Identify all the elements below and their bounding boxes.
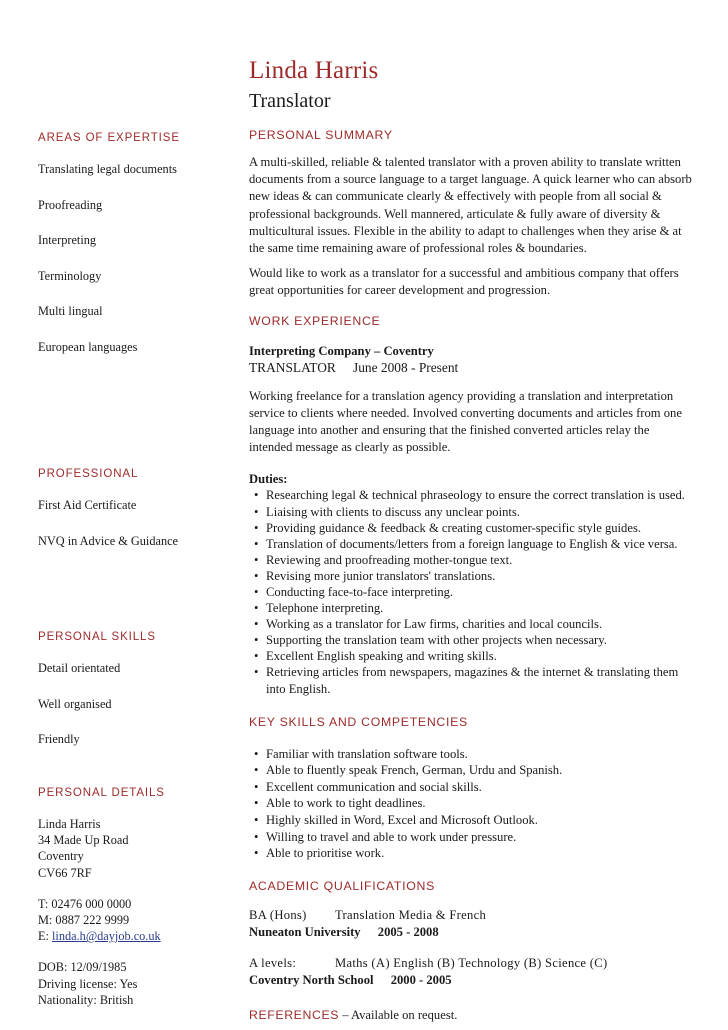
contact-address-block — [38, 816, 223, 881]
sidebar-section-professional — [38, 468, 223, 568]
contact-postcode: CV66 7RF — [38, 865, 92, 880]
degree-label: BA (Hons) — [249, 907, 307, 922]
main-column — [249, 56, 694, 1024]
contact-email-row — [38, 928, 223, 944]
key-skills-item: • Highly skilled in Word, Excel and Microsoft Outlook. — [266, 812, 694, 829]
alevels-row — [249, 955, 694, 972]
duties-item: • Working as a translator for Law firms, charities and local councils. — [266, 616, 694, 632]
contact-mobile: M: 0887 222 9999 — [38, 913, 130, 928]
sidebar-item-translating-legal-documents: Translating legal documents — [38, 162, 177, 176]
job-company-name: Interpreting Company – Coventry — [249, 343, 434, 358]
sidebar-item-nvq-advice-guidance: NVQ in Advice & Guidance — [38, 533, 179, 548]
key-skills-item: • Willing to travel and able to work under pressure. — [266, 829, 694, 846]
sidebar-heading-personal-skills: PERSONAL SKILLS — [38, 631, 156, 643]
duties-item: • Retrieving articles from newspapers, magazines & the internet & translating them into English. — [266, 664, 694, 696]
personal-summary-paragraph-2: Would like to work as a translator for a successful and ambitious company that offers great opportunities for career development and progression. — [249, 266, 679, 298]
references-line — [249, 1007, 694, 1024]
duties-item: • Reviewing and proofreading mother-tongue text. — [266, 552, 694, 568]
contact-misc-block — [38, 959, 223, 1008]
contact-driving-license: Driving license: Yes — [38, 976, 138, 991]
school-name: Coventry North School — [249, 972, 374, 987]
university-row — [249, 924, 694, 941]
job-description: Working freelance for a translation agency providing a translation and interpretation service to clients where needed. Involved converting documents and articles from one language into another and ensuring that the finished converted articles relay the intended message as clearly as possible. — [249, 388, 682, 455]
duties-item: • Supporting the translation team with other projects when necessary. — [266, 632, 694, 648]
key-skills-item: • Able to prioritise work. — [266, 845, 694, 862]
section-heading-personal-summary: PERSONAL SUMMARY — [249, 128, 393, 142]
sidebar-heading-personal-details: PERSONAL DETAILS — [38, 787, 165, 799]
section-heading-key-skills: KEY SKILLS AND COMPETENCIES — [249, 714, 468, 729]
degree-subject: Translation Media & French — [335, 907, 487, 922]
sidebar-heading-areas-of-expertise: AREAS OF EXPERTISE — [38, 132, 180, 144]
duties-item: • Translation of documents/letters from a foreign language to English & vice versa. — [266, 536, 694, 552]
sidebar-item-first-aid-certificate: First Aid Certificate — [38, 498, 137, 512]
sidebar-heading-professional: PROFESSIONAL — [38, 468, 139, 480]
job-role-title: TRANSLATOR — [249, 359, 336, 375]
sidebar-item-proofreading: Proofreading — [38, 197, 103, 212]
sidebar-item-european-languages: European languages — [38, 339, 138, 354]
sidebar-item-detail-orientated: Detail orientated — [38, 661, 121, 675]
sidebar-item-multi-lingual: Multi lingual — [38, 304, 103, 318]
contact-name: Linda Harris — [38, 817, 101, 831]
contact-dob: DOB: 12/09/1985 — [38, 960, 127, 975]
duties-item: • Providing guidance & feedback & creating customer-specific style guides. — [266, 520, 694, 536]
contact-phone-block — [38, 896, 223, 945]
duties-item: • Telephone interpreting. — [266, 600, 694, 616]
key-skills-item: • Excellent communication and social skills. — [266, 779, 694, 796]
duties-item: • Liaising with clients to discuss any unclear points. — [266, 504, 694, 520]
school-row — [249, 972, 694, 989]
education-entry-degree — [249, 907, 694, 941]
alevels-label: A levels: — [249, 955, 297, 970]
duties-item: • Conducting face-to-face interpreting. — [266, 584, 694, 600]
education-entry-alevels — [249, 955, 694, 989]
school-years: 2000 - 2005 — [390, 972, 452, 987]
university-name: Nuneaton University — [249, 924, 361, 939]
key-skills-item: • Able to fluently speak French, German, Urdu and Spanish. — [266, 762, 694, 779]
sidebar-item-well-organised: Well organised — [38, 696, 112, 711]
section-heading-academic-qualifications: ACADEMIC QUALIFICATIONS — [249, 878, 435, 893]
key-skills-item: • Able to work to tight deadlines. — [266, 795, 694, 812]
contact-street: 34 Made Up Road — [38, 833, 129, 848]
duties-item: • Researching legal & technical phraseology to ensure the correct translation is used. — [266, 487, 694, 503]
duties-list — [249, 487, 694, 696]
sidebar-section-personal-skills — [38, 631, 223, 767]
references-label: REFERENCES — [249, 1007, 340, 1022]
sidebar-section-areas-of-expertise — [38, 132, 223, 374]
key-skills-item: • Familiar with translation software tools. — [266, 746, 694, 763]
contact-email-prefix: E: — [38, 929, 53, 944]
contact-telephone: T: 02476 000 0000 — [38, 896, 132, 911]
candidate-name: Linda Harris — [249, 57, 379, 84]
candidate-job-title: Translator — [249, 90, 331, 112]
degree-row — [249, 907, 694, 924]
contact-nationality: Nationality: British — [38, 992, 134, 1007]
references-text: – Available on request. — [339, 1007, 458, 1022]
duties-item: • Revising more junior translators' translations. — [266, 568, 694, 584]
key-skills-list — [249, 746, 694, 862]
personal-summary-paragraph-1: A multi-skilled, reliable & talented translator with a proven ability to translate written documents from a source language to a target language. A quick learner who can absorb new ideas & can communicate clearly & effectively with people from all social & professional backgrounds. Well mannered, articulate & fully aware of diversity & multicultural issues. Flexible in the ability to adapt to challenges when they arise & at the same time remaining aware of professional roles & boundaries. — [249, 155, 692, 256]
job-role-row — [249, 359, 694, 376]
alevels-subjects: Maths (A) English (B) Technology (B) Science (C) — [335, 955, 608, 970]
university-years: 2005 - 2008 — [377, 924, 439, 939]
sidebar-item-terminology: Terminology — [38, 268, 102, 283]
duties-item: • Excellent English speaking and writing skills. — [266, 648, 694, 664]
duties-label: Duties: — [249, 472, 288, 487]
contact-city: Coventry — [38, 849, 84, 864]
sidebar-item-interpreting: Interpreting — [38, 233, 97, 247]
contact-email-link[interactable]: linda.h@dayjob.co.uk — [52, 929, 161, 944]
section-heading-work-experience: WORK EXPERIENCE — [249, 313, 381, 328]
sidebar-item-friendly: Friendly — [38, 732, 80, 746]
sidebar-section-personal-details — [38, 787, 223, 1023]
job-dates: June 2008 - Present — [353, 359, 459, 375]
